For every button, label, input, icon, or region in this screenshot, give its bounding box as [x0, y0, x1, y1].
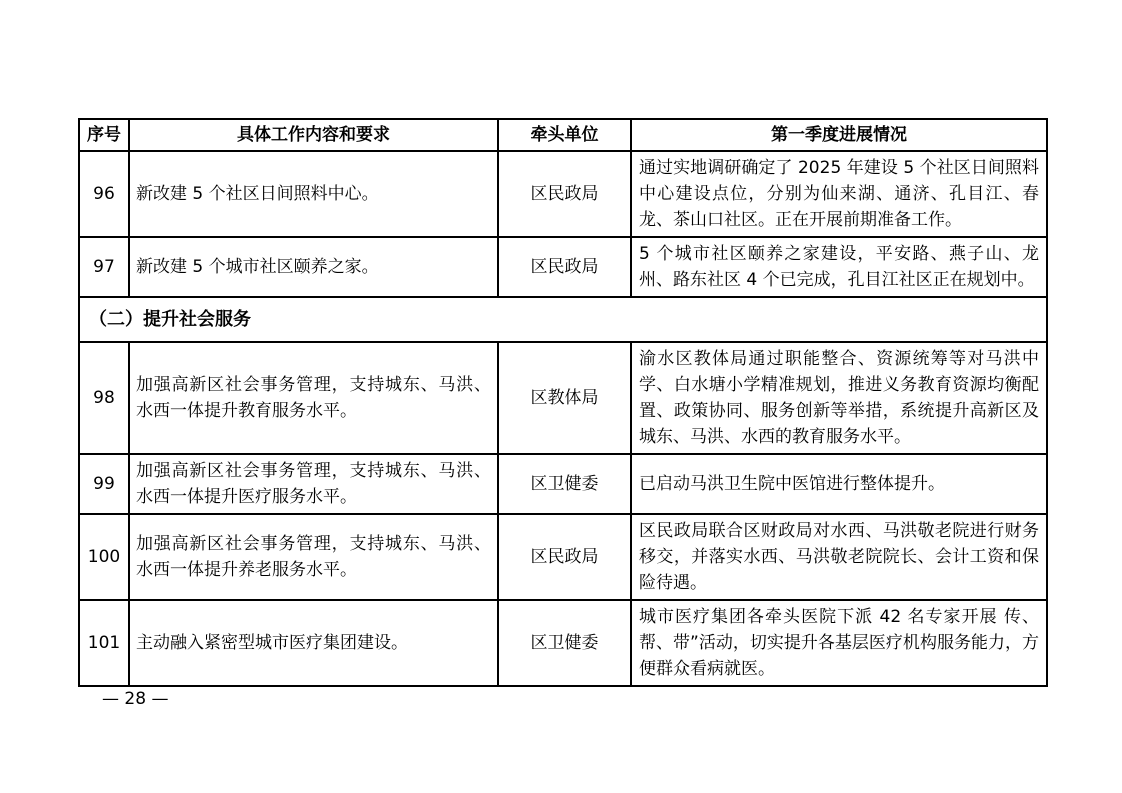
lead-unit-cell: 区民政局 [498, 151, 631, 237]
work-content-cell: 主动融入紧密型城市医疗集团建设。 [129, 600, 498, 686]
progress-cell: 区民政局联合区财政局对水西、马洪敬老院进行财务移交，并落实水西、马洪敬老院院长、会计工资和保险待遇。 [631, 514, 1047, 600]
column-header-work-content: 具体工作内容和要求 [129, 119, 498, 151]
row-index-cell: 99 [79, 454, 129, 514]
row-index-cell: 100 [79, 514, 129, 600]
table-row [79, 600, 1047, 686]
page-number: — 28 — [102, 689, 169, 709]
table-row [79, 342, 1047, 454]
column-header-lead-unit: 牵头单位 [498, 119, 631, 151]
work-content-cell: 加强高新区社会事务管理，支持城东、马洪、水西一体提升教育服务水平。 [129, 342, 498, 454]
table-row [79, 237, 1047, 297]
table-row [79, 454, 1047, 514]
row-index-cell: 96 [79, 151, 129, 237]
table-header-row [79, 119, 1047, 151]
work-content-cell: 新改建 5 个社区日间照料中心。 [129, 151, 498, 237]
lead-unit-cell: 区民政局 [498, 237, 631, 297]
table-row [79, 514, 1047, 600]
lead-unit-cell: 区教体局 [498, 342, 631, 454]
work-content-cell: 加强高新区社会事务管理，支持城东、马洪、水西一体提升养老服务水平。 [129, 514, 498, 600]
work-content-cell: 新改建 5 个城市社区颐养之家。 [129, 237, 498, 297]
progress-cell: 5 个城市社区颐养之家建设，平安路、燕子山、龙州、路东社区 4 个已完成，孔目江社区正在规划中。 [631, 237, 1047, 297]
lead-unit-cell: 区卫健委 [498, 454, 631, 514]
column-header-q1-progress: 第一季度进展情况 [631, 119, 1047, 151]
progress-cell: 通过实地调研确定了 2025 年建设 5 个社区日间照料中心建设点位，分别为仙来湖、通济、孔目江、春龙、茶山口社区。正在开展前期准备工作。 [631, 151, 1047, 237]
column-header-index: 序号 [79, 119, 129, 151]
section-header-row [79, 297, 1047, 342]
progress-cell: 已启动马洪卫生院中医馆进行整体提升。 [631, 454, 1047, 514]
section-heading: （二）提升社会服务 [79, 297, 1047, 342]
quarterly-progress-table [78, 118, 1048, 687]
progress-cell: 渝水区教体局通过职能整合、资源统筹等对马洪中学、白水塘小学精准规划，推进义务教育资源均衡配置、政策协同、服务创新等举措，系统提升高新区及城东、马洪、水西的教育服务水平。 [631, 342, 1047, 454]
table-row [79, 151, 1047, 237]
lead-unit-cell: 区卫健委 [498, 600, 631, 686]
lead-unit-cell: 区民政局 [498, 514, 631, 600]
work-content-cell: 加强高新区社会事务管理，支持城东、马洪、水西一体提升医疗服务水平。 [129, 454, 498, 514]
row-index-cell: 98 [79, 342, 129, 454]
row-index-cell: 97 [79, 237, 129, 297]
progress-cell: 城市医疗集团各牵头医院下派 42 名专家开展 传、帮、带”活动，切实提升各基层医疗机构服务能力，方便群众看病就医。 [631, 600, 1047, 686]
row-index-cell: 101 [79, 600, 129, 686]
